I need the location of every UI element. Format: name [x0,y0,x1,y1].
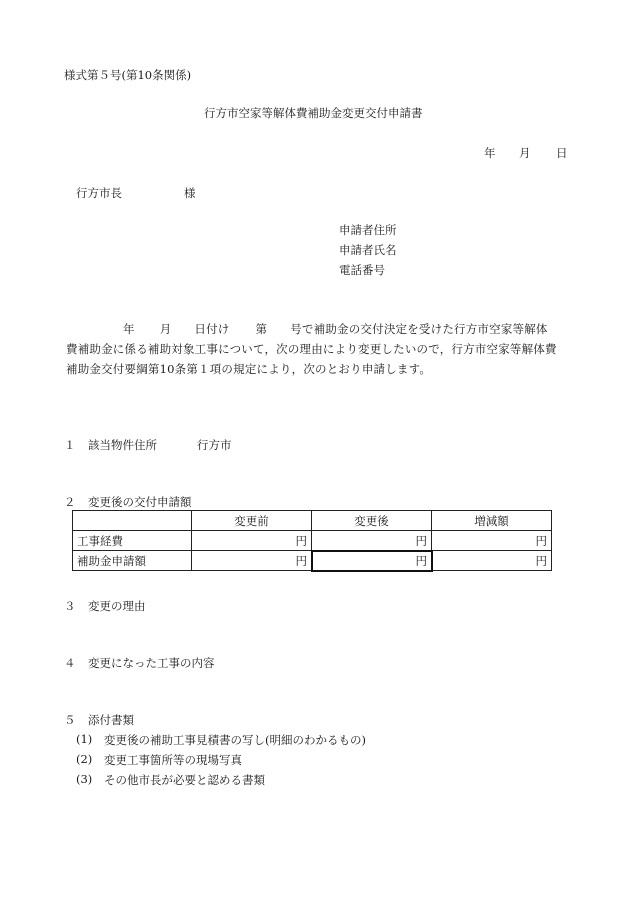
attachment-num: (1) [76,732,93,746]
section-2-num: ２ [64,495,76,509]
amount-cell[interactable]: 円 [312,531,432,551]
date-year: 年 [484,146,496,160]
attachment-num: (3) [76,772,93,786]
body-line1-rest: 号で補助金の交付決定を受けた行方市空家等解体 [290,322,548,336]
body-paragraph [66,319,557,379]
applicant-phone-label: 電話番号 [339,263,385,277]
table-header-cell: 変更後 [312,511,432,531]
section-1-label: 該当物件住所 [88,438,157,452]
section-3-label: 変更の理由 [88,599,146,613]
table-row [73,551,552,571]
section-3-num: ３ [64,599,76,613]
section-4-num: ４ [64,656,76,670]
body-line-1 [66,319,546,339]
attachment-text: 変更後の補助工事見積書の写し(明細のわかるもの) [104,733,366,747]
applicant-name-label: 申請者氏名 [339,243,397,257]
attachment-text: その他市長が必要と認める書類 [104,773,265,787]
section-5-label: 添付書類 [88,713,134,727]
section-5-num: ５ [64,713,76,727]
table-header-row [73,511,552,531]
form-number: 様式第５号(第10条関係) [64,68,192,82]
table-header-cell: 変更前 [192,511,312,531]
table-header-cell [73,511,192,531]
body-line-2: 費補助金に係る補助対象工事について，次の理由により変更したいので，行方市空家等解体費 [66,342,557,356]
attachment-text: 変更工事箇所等の現場写真 [104,753,242,767]
amount-cell[interactable]: 円 [432,551,552,571]
body-no: 第 [255,322,268,336]
row-label: 工事経費 [73,531,192,551]
amount-table [72,510,552,571]
amount-cell[interactable]: 円 [192,531,312,551]
amount-cell-highlighted[interactable]: 円 [312,551,432,571]
applicant-address-label: 申請者住所 [339,223,397,237]
amount-cell[interactable]: 円 [432,531,552,551]
row-label: 補助金申請額 [73,551,192,571]
body-month: 月 [159,322,172,336]
body-line-3: 補助金交付要綱第10条第１項の規定により，次のとおり申請します。 [66,362,432,376]
table-row [73,531,552,551]
attachment-num: (2) [76,752,93,766]
section-2-label: 変更後の交付申請額 [88,495,192,509]
section-1-value: 行方市 [197,438,232,452]
table-header-cell: 増減額 [432,511,552,531]
body-day: 日付け [194,322,230,336]
date-month: 月 [519,146,531,160]
amount-cell[interactable]: 円 [192,551,312,571]
addressee-honorific: 様 [184,186,196,200]
section-4-label: 変更になった工事の内容 [88,656,215,670]
date-day: 日 [556,146,568,160]
document-title: 行方市空家等解体費補助金変更交付申請書 [204,106,423,120]
addressee-mayor: 行方市長 [76,186,122,200]
body-year: 年 [123,322,135,336]
section-1-num: １ [64,438,76,452]
